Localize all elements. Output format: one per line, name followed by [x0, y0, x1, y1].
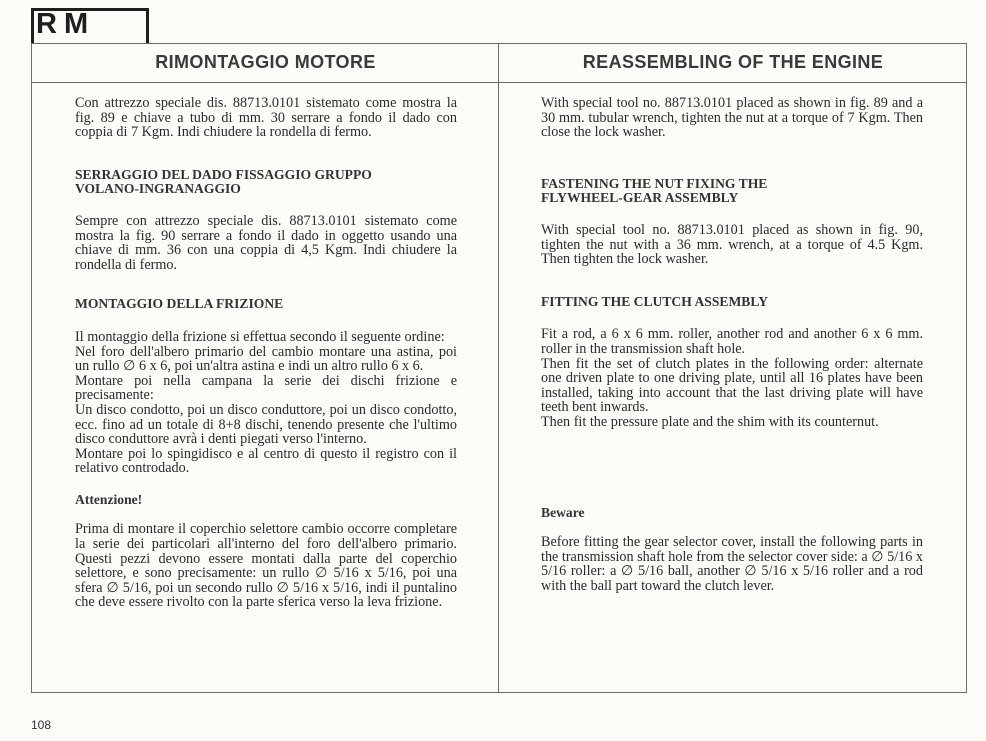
heading-italian: RIMONTAGGIO MOTORE [155, 52, 376, 72]
header-divider [31, 82, 967, 83]
paragraph: Then fit the pressure plate and the shim with its counternut. [541, 413, 879, 430]
paragraph: Con attrezzo speciale dis. 88713.0101 sistemato come mostra la fig. 89 e chiave a tubo di mm. 30 serrare a fondo il dado con coppia di 7 Kgm. Indi chiudere la rondella di fermo. [75, 95, 457, 141]
paragraph: Montare poi lo spingidisco e al centro di questo il registro con il relativo controdado. [75, 445, 457, 477]
paragraph: With special tool no. 88713.0101 placed as shown in fig. 90, tighten the nut with a 36 mm. wrench, at a torque of 4.5 Kgm. Then tighten the lock washer. [541, 221, 923, 268]
subheading: MONTAGGIO DELLA FRIZIONE [75, 296, 284, 312]
subheading: Beware [541, 504, 585, 520]
paragraph: Then fit the set of clutch plates in the following order: alternate one driven plate to one driving plate, until all 16 plates have been installed, taking into account that the last driving plate will have teeth bent inwards. [541, 355, 923, 416]
heading-english: REASSEMBLING OF THE ENGINE [582, 52, 884, 72]
column-divider [498, 43, 499, 692]
paragraph: Nel foro dell'albero primario del cambio montare una astina, poi un rullo ∅ 6 x 6, poi un'altra astina e indi un altro rullo 6 x 6. [75, 343, 457, 375]
italian-column [75, 96, 457, 610]
subheading: Attenzione! [75, 491, 143, 507]
english-column [541, 96, 923, 593]
subheading: FITTING THE CLUTCH ASSEMBLY [541, 293, 769, 309]
paragraph: Before fitting the gear selector cover, install the following parts in the transmission shaft hole from the selector cover side: a ∅ 5/16 x 5/16 roller: a ∅ 5/16 ball, another ∅ 5/16 x 5/16 roller and a rod with the ball part toward the clutch lever. [541, 534, 923, 594]
paragraph: Il montaggio della frizione si effettua secondo il seguente ordine: [75, 328, 445, 345]
paragraph: Prima di montare il coperchio selettore cambio occorre completare la serie dei particolari all'interno del foro dell'albero primario. Questi pezzi devono essere montati dalla parte del coperchio selettore, e sono precisamente: un rullo ∅ 5/16 x 5/16, poi una sfera ∅ 5/16, poi un secondo rullo ∅ 5/16 x 5/16, indi il puntalino che deve essere rivolto con la parte sferica verso la leva frizione. [75, 521, 457, 611]
paragraph: Montare poi nella campana la serie dei dischi frizione e precisamente: [75, 372, 457, 404]
page-number: 108 [31, 718, 52, 732]
paragraph: Un disco condotto, poi un disco conduttore, poi un disco condotto, ecc. fino ad un totale di 8+8 dischi, tenendo presente che l'ultimo disco conduttore avrà i denti piegati verso l'interno. [75, 401, 457, 448]
paragraph: Fit a rod, a 6 x 6 mm. roller, another rod and another 6 x 6 mm. roller in the transmission shaft hole. [541, 326, 923, 357]
section-tab-label: RM [36, 8, 96, 40]
subheading: SERRAGGIO DEL DADO FISSAGGIO GRUPPO VOLANO-INGRANAGGIO [75, 166, 372, 197]
paragraph: Sempre con attrezzo speciale dis. 88713.0101 sistemato come mostra la fig. 90 serrare a fondo il dado in oggetto usando una chiave di mm. 36 con una coppia di 4,5 Kgm. Indi chiudere la rondella di fermo. [75, 212, 457, 273]
subheading: FASTENING THE NUT FIXING THE FLYWHEEL-GEAR ASSEMBLY [541, 175, 768, 206]
paragraph: With special tool no. 88713.0101 placed as shown in fig. 89 and a 30 mm. tubular wrench, tighten the nut at a torque of 7 Kgm. Then close the lock washer. [541, 95, 923, 141]
